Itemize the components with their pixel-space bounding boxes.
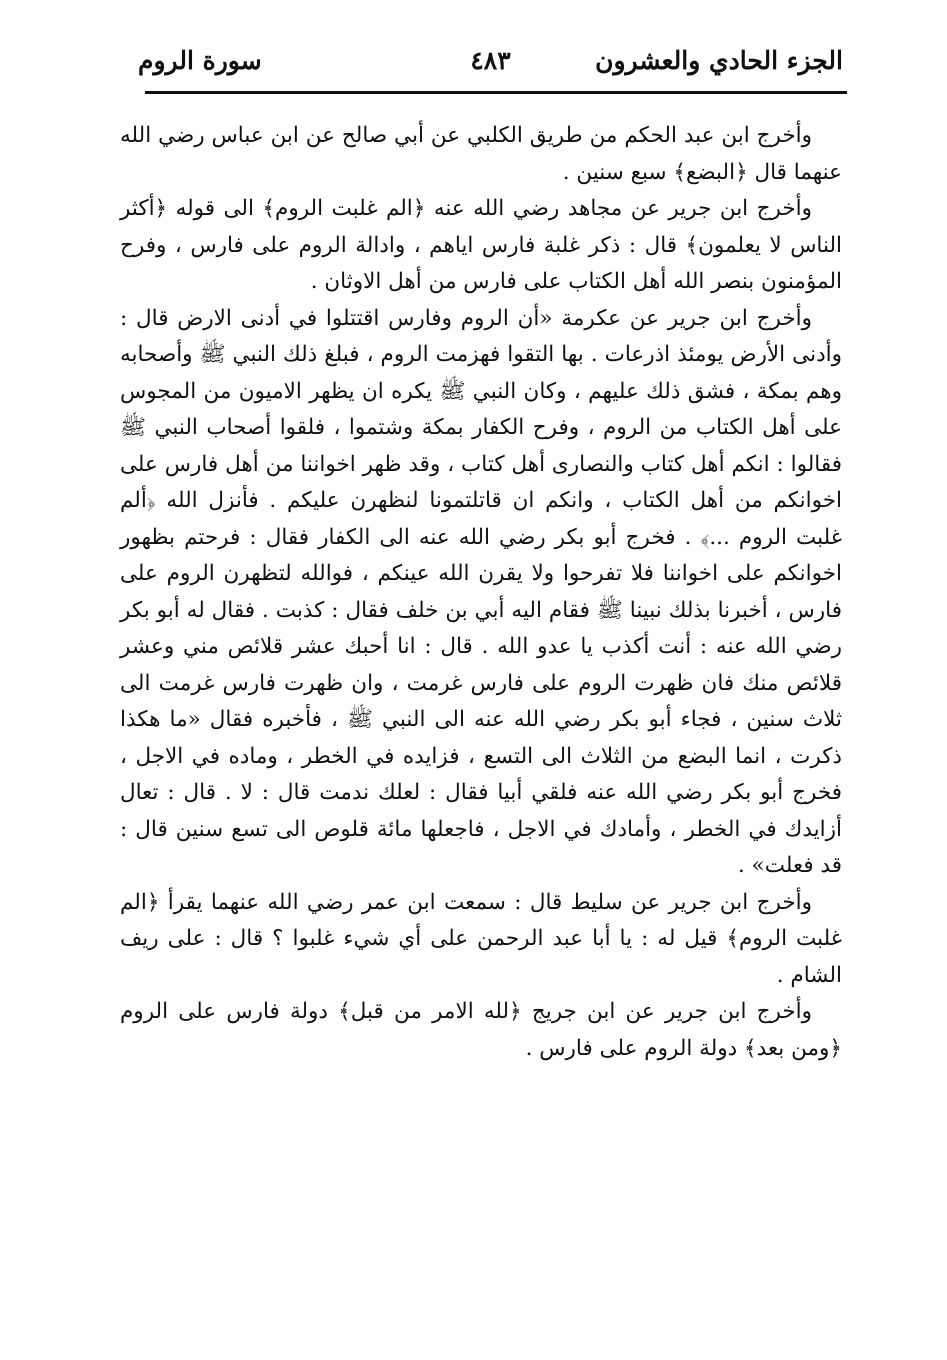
- running-header: [138, 40, 843, 90]
- surah-title: سورة الروم: [138, 46, 262, 75]
- paragraph: وأخرج ابن جرير عن ابن جريج ﴿لله الامر من قبل﴾ دولة فارس على الروم ﴿ومن بعد﴾ دولة الروم على فارس .: [120, 999, 842, 1061]
- body-text: [120, 118, 842, 1067]
- part-title: الجزء الحادي والعشرون: [595, 46, 843, 75]
- header-rule: [145, 91, 847, 94]
- paragraph: وأخرج ابن عبد الحكم من طريق الكلبي عن أبي صالح عن ابن عباس رضي الله عنهما قال ﴿البضع﴾ سبع سنين .: [120, 123, 842, 185]
- paragraph: وأخرج ابن جرير عن مجاهد رضي الله عنه ﴿الم غلبت الروم﴾ الى قوله ﴿أكثر الناس لا يعلمون﴾ قال : ذكر غلبة فارس اياهم ، وادالة الروم على فارس ، وفرح المؤمنون بنصر الله أهل الكتاب على فارس من أهل الاوثان .: [120, 196, 842, 294]
- paragraph: وأخرج ابن جرير عن عكرمة «أن الروم وفارس اقتتلوا في أدنى الارض قال : وأدنى الأرض يومئذ اذرعات . بها التقوا فهزمت الروم ، فبلغ ذلك النبي ﷺ وأصحابه وهم بمكة ، فشق ذلك عليهم ، وكان النبي ﷺ يكره ان يظهر الاميون من المجوس على أهل الكتاب من الروم ، وفرح الكفار بمكة وشتموا ، فلقوا أصحاب النبي ﷺ فقالوا : انكم أهل كتاب والنصارى أهل كتاب ، وقد ظهر اخواننا من أهل فارس على اخوانكم من أهل الكتاب ، وانكم ان قاتلتمونا لنظهرن عليكم . فأنزل الله ﴿ألم غلبت الروم ...﴾ . فخرج أبو بكر رضي الله عنه الى الكفار فقال : فرحتم بظهور اخوانكم على اخواننا فلا تفرحوا ولا يقرن الله عينكم ، فوالله لتظهرن الروم على فارس ، أخبرنا بذلك نبينا ﷺ فقام اليه أبي بن خلف فقال : كذبت . فقال له أبو بكر رضي الله عنه : أنت أكذب يا عدو الله . قال : انا أحبك عشر قلائص مني وعشر قلائص منك فان ظهرت الروم على فارس غرمت ، وان ظهرت فارس غرمت الى ثلاث سنين ، فجاء أبو بكر رضي الله عنه الى النبي ﷺ ، فأخبره فقال «ما هكذا ذكرت ، انما البضع من الثلاث الى التسع ، فزايده في الخطر ، وماده في الاجل ، فخرج أبو بكر رضي الله عنه فلقي أبيا فقال : لعلك ندمت قال : لا . قال : تعال أزايدك في الخطر ، وأمادك في الاجل ، فاجعلها مائة قلوص الى تسع سنين قال : قد فعلت» .: [120, 305, 842, 878]
- paragraph: وأخرج ابن جرير عن سليط قال : سمعت ابن عمر رضي الله عنهما يقرأ ﴿الم غلبت الروم﴾ قيل له : يا أبا عبد الرحمن على أي شيء غلبوا ؟ قال : على ريف الشام .: [120, 889, 842, 988]
- page-number: ٤٨٣: [470, 46, 511, 75]
